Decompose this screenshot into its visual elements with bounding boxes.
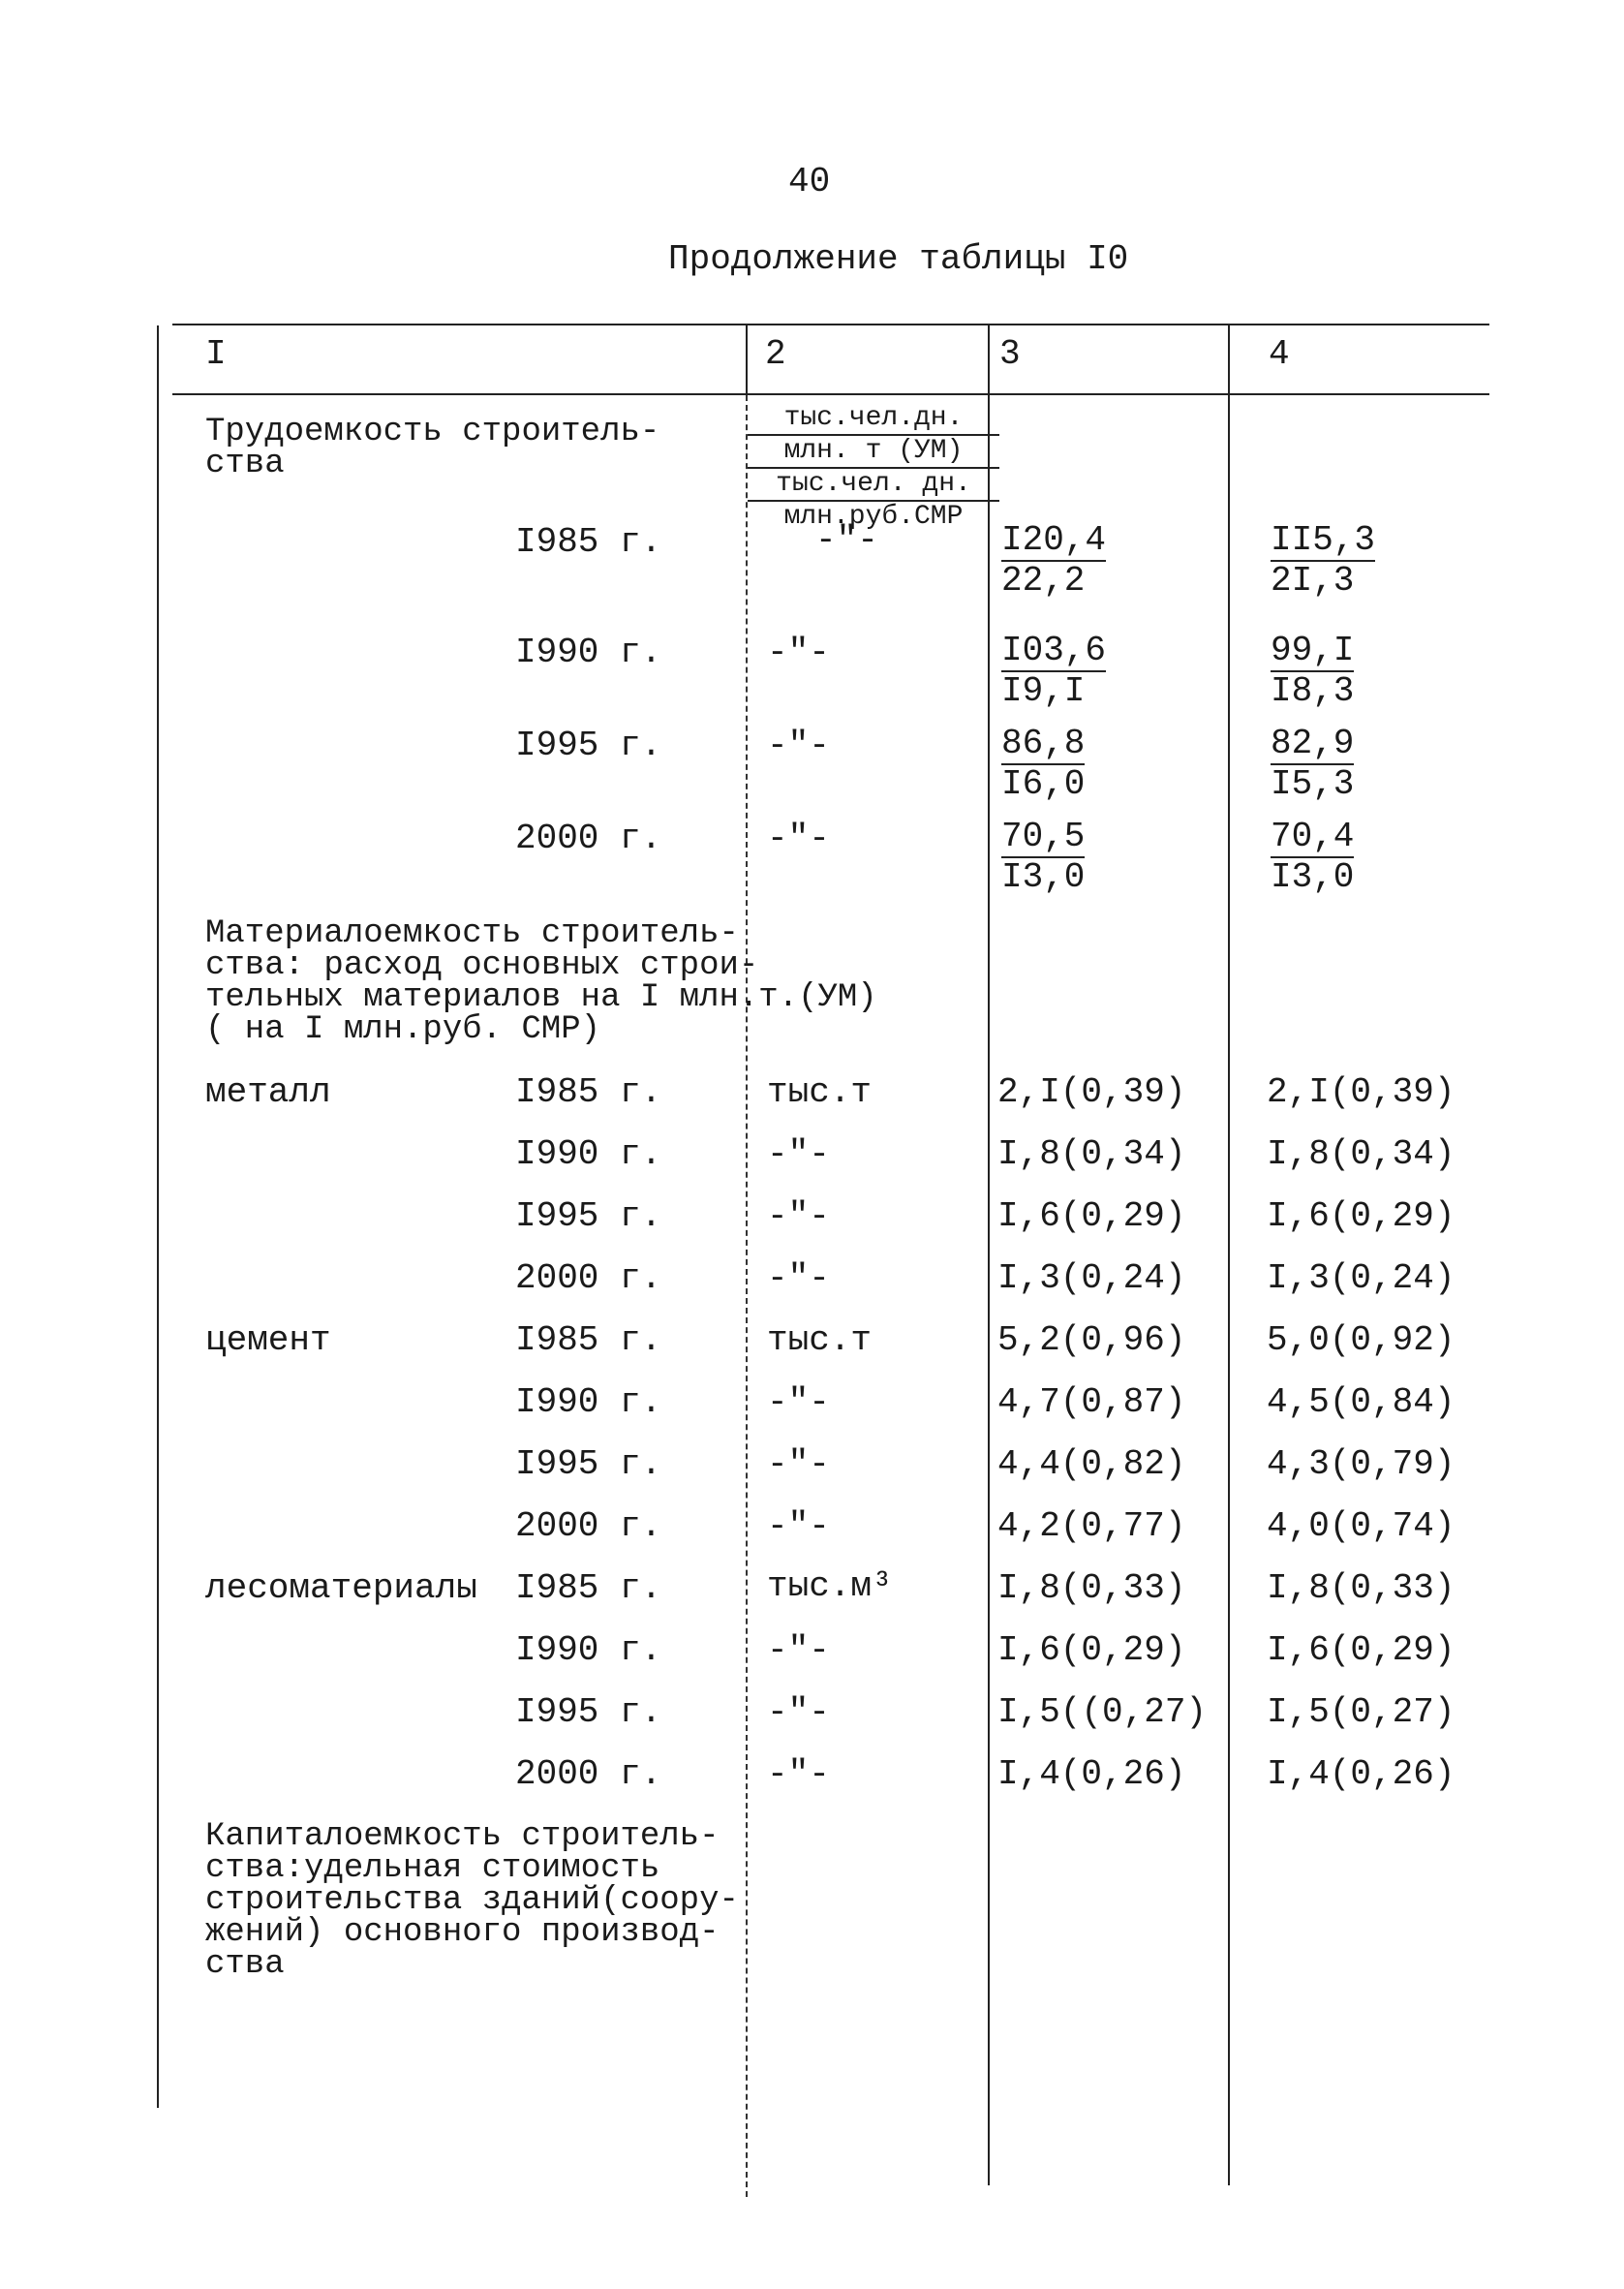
- row-col4-value: I,5(0,27): [1267, 1692, 1455, 1732]
- row-unit: -"-: [767, 1630, 830, 1670]
- labor-unit-b-numerator: тыс.чел. дн.: [776, 469, 971, 499]
- row-unit: -"-: [767, 819, 830, 858]
- column-header-2: 2: [765, 334, 786, 374]
- section-labor-title: Трудоемкость строитель- ства: [205, 414, 660, 482]
- table-top-rule: [172, 324, 1489, 325]
- fraction-numerator: 86,8: [1001, 724, 1086, 763]
- row-year: I990 г.: [515, 1630, 662, 1670]
- row-col3-value: 5,2(0,96): [997, 1320, 1186, 1360]
- row-year: 2000 г.: [515, 819, 662, 858]
- fraction-numerator: 70,4: [1271, 817, 1355, 856]
- row-year: I995 г.: [515, 726, 662, 765]
- row-year: I995 г.: [515, 1692, 662, 1732]
- group-name-cement: цемент: [205, 1320, 331, 1360]
- row-unit: -"-: [767, 726, 830, 765]
- row-year: 2000 г.: [515, 1754, 662, 1794]
- row-unit: тыс.т: [767, 1320, 873, 1360]
- fraction-numerator: II5,3: [1271, 520, 1376, 560]
- labor-col3-fraction: [1001, 631, 1107, 711]
- fraction-denominator: I3,0: [1001, 857, 1086, 897]
- labor-unit-block: [748, 405, 999, 531]
- row-unit: -"-: [767, 1506, 830, 1546]
- row-unit: -"-: [767, 1692, 830, 1732]
- fraction-numerator: 82,9: [1271, 724, 1355, 763]
- fraction-denominator: I9,I: [1001, 671, 1086, 711]
- row-col4-value: 2,I(0,39): [1267, 1072, 1455, 1112]
- row-unit: -"-: [767, 1196, 830, 1236]
- fraction-denominator: 22,2: [1001, 561, 1086, 601]
- labor-unit-a-denominator: млн. т (УМ): [783, 436, 964, 466]
- row-unit: -"-: [815, 520, 878, 560]
- column-header-1: I: [205, 334, 227, 374]
- row-col3-value: 4,2(0,77): [997, 1506, 1186, 1546]
- labor-col4-fraction: [1271, 817, 1355, 897]
- fraction-numerator: 70,5: [1001, 817, 1086, 856]
- row-col3-value: 4,7(0,87): [997, 1382, 1186, 1422]
- column-divider-3-4: [1228, 325, 1230, 2185]
- table-left-border: [157, 325, 159, 2108]
- table-caption: Продолжение таблицы I0: [668, 239, 1129, 279]
- labor-unit-a-numerator: тыс.чел.дн.: [783, 403, 964, 433]
- row-col4-value: I,8(0,34): [1267, 1134, 1455, 1174]
- row-col3-value: I,8(0,34): [997, 1134, 1186, 1174]
- row-year: I990 г.: [515, 1134, 662, 1174]
- group-name-timber: лесоматериалы: [205, 1568, 477, 1608]
- fraction-numerator: 99,I: [1271, 631, 1355, 670]
- row-year: I995 г.: [515, 1444, 662, 1484]
- column-header-4: 4: [1269, 334, 1290, 374]
- row-col3-value: I,6(0,29): [997, 1630, 1186, 1670]
- row-col3-value: 4,4(0,82): [997, 1444, 1186, 1484]
- row-col4-value: I,8(0,33): [1267, 1568, 1455, 1608]
- row-col4-value: I,6(0,29): [1267, 1630, 1455, 1670]
- column-header-3: 3: [999, 334, 1021, 374]
- column-divider-1-2-body: [746, 395, 748, 2197]
- labor-col3-fraction: [1001, 724, 1086, 804]
- row-col4-value: 4,5(0,84): [1267, 1382, 1455, 1422]
- row-col3-value: I,3(0,24): [997, 1258, 1186, 1298]
- fraction-denominator: I6,0: [1001, 764, 1086, 804]
- row-year: I985 г.: [515, 1320, 662, 1360]
- fraction-denominator: I3,0: [1271, 857, 1355, 897]
- row-col3-value: I,4(0,26): [997, 1754, 1186, 1794]
- labor-col3-fraction: [1001, 520, 1107, 601]
- row-unit: -"-: [767, 1258, 830, 1298]
- fraction-denominator: I8,3: [1271, 671, 1355, 711]
- page-number: 40: [788, 162, 831, 201]
- labor-unit-b-denominator: млн.руб.СМР: [783, 502, 964, 532]
- fraction-numerator: I03,6: [1001, 631, 1107, 670]
- row-unit: -"-: [767, 1134, 830, 1174]
- row-year: I990 г.: [515, 1382, 662, 1422]
- labor-col3-fraction: [1001, 817, 1086, 897]
- row-col4-value: I,6(0,29): [1267, 1196, 1455, 1236]
- row-unit: -"-: [767, 1444, 830, 1484]
- labor-col4-fraction: [1271, 631, 1355, 711]
- row-col4-value: 5,0(0,92): [1267, 1320, 1455, 1360]
- row-col4-value: I,4(0,26): [1267, 1754, 1455, 1794]
- column-divider-2-3: [988, 325, 990, 2185]
- row-year: I985 г.: [515, 1072, 662, 1112]
- row-year: 2000 г.: [515, 1258, 662, 1298]
- row-year: 2000 г.: [515, 1506, 662, 1546]
- row-year: I995 г.: [515, 1196, 662, 1236]
- row-year: I985 г.: [515, 522, 662, 562]
- table-header-rule: [172, 393, 1489, 395]
- row-col4-value: I,3(0,24): [1267, 1258, 1455, 1298]
- row-col3-value: I,8(0,33): [997, 1568, 1186, 1608]
- labor-col4-fraction: [1271, 520, 1376, 601]
- row-col3-value: 2,I(0,39): [997, 1072, 1186, 1112]
- row-col3-value: I,5((0,27): [997, 1692, 1208, 1732]
- row-unit: -"-: [767, 1382, 830, 1422]
- row-year: I985 г.: [515, 1568, 662, 1608]
- row-col4-value: 4,3(0,79): [1267, 1444, 1455, 1484]
- row-col3-value: I,6(0,29): [997, 1196, 1186, 1236]
- section-capital-title: Капиталоемкость строитель- ства:удельная стоимость строительства зданий(соору- жений) основного производ- ства: [205, 1818, 739, 1983]
- column-divider-1-2: [746, 325, 748, 393]
- row-unit: -"-: [767, 633, 830, 672]
- fraction-denominator: 2I,3: [1271, 561, 1355, 601]
- row-unit: тыс.т: [767, 1072, 873, 1112]
- labor-col4-fraction: [1271, 724, 1355, 804]
- group-name-metal: металл: [205, 1072, 331, 1112]
- row-unit: -"-: [767, 1754, 830, 1794]
- fraction-numerator: I20,4: [1001, 520, 1107, 560]
- row-year: I990 г.: [515, 633, 662, 672]
- section-material-title: Материалоемкость строитель- ства: расход основных строи- тельных материалов на I млн.т.(УМ) ( на I млн.руб. СМР): [205, 915, 877, 1048]
- row-unit: тыс.м³: [767, 1566, 893, 1606]
- fraction-denominator: I5,3: [1271, 764, 1355, 804]
- row-col4-value: 4,0(0,74): [1267, 1506, 1455, 1546]
